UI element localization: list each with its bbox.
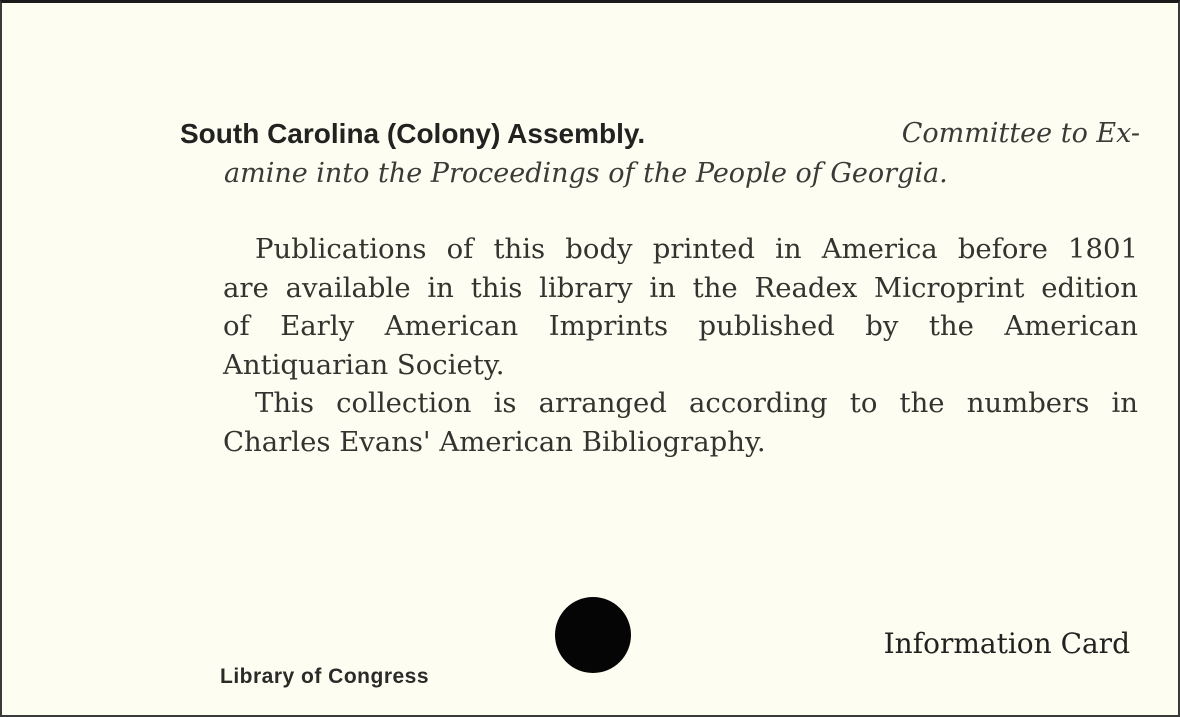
paragraph-2-line-2: Charles Evans' American Bibliography. bbox=[223, 425, 766, 458]
paragraph-1-line-4: Antiquarian Society. bbox=[223, 348, 505, 381]
paragraph-1-line-3: of Early American Imprints published by the American bbox=[223, 310, 1138, 342]
library-name: Library of Congress bbox=[220, 665, 430, 688]
title-part-2: amine into the Proceedings of the People of Georgia. bbox=[224, 158, 948, 189]
card-heading bbox=[180, 114, 1140, 194]
card-body bbox=[223, 230, 1138, 461]
card-type-label: Information Card bbox=[883, 627, 1130, 660]
paragraph-1-line-1: Publications of this body printed in America before 1801 bbox=[255, 233, 1138, 265]
paragraph-2-line-1: This collection is arranged according to the numbers in bbox=[255, 387, 1138, 419]
author-name: South Carolina (Colony) Assembly. bbox=[180, 118, 646, 149]
paragraph-1-line-2: are available in this library in the Readex Microprint edition bbox=[223, 271, 1138, 304]
heading-line-1 bbox=[180, 114, 1140, 154]
punch-hole bbox=[555, 597, 631, 673]
title-part-1: Committee to Ex- bbox=[901, 118, 1140, 149]
